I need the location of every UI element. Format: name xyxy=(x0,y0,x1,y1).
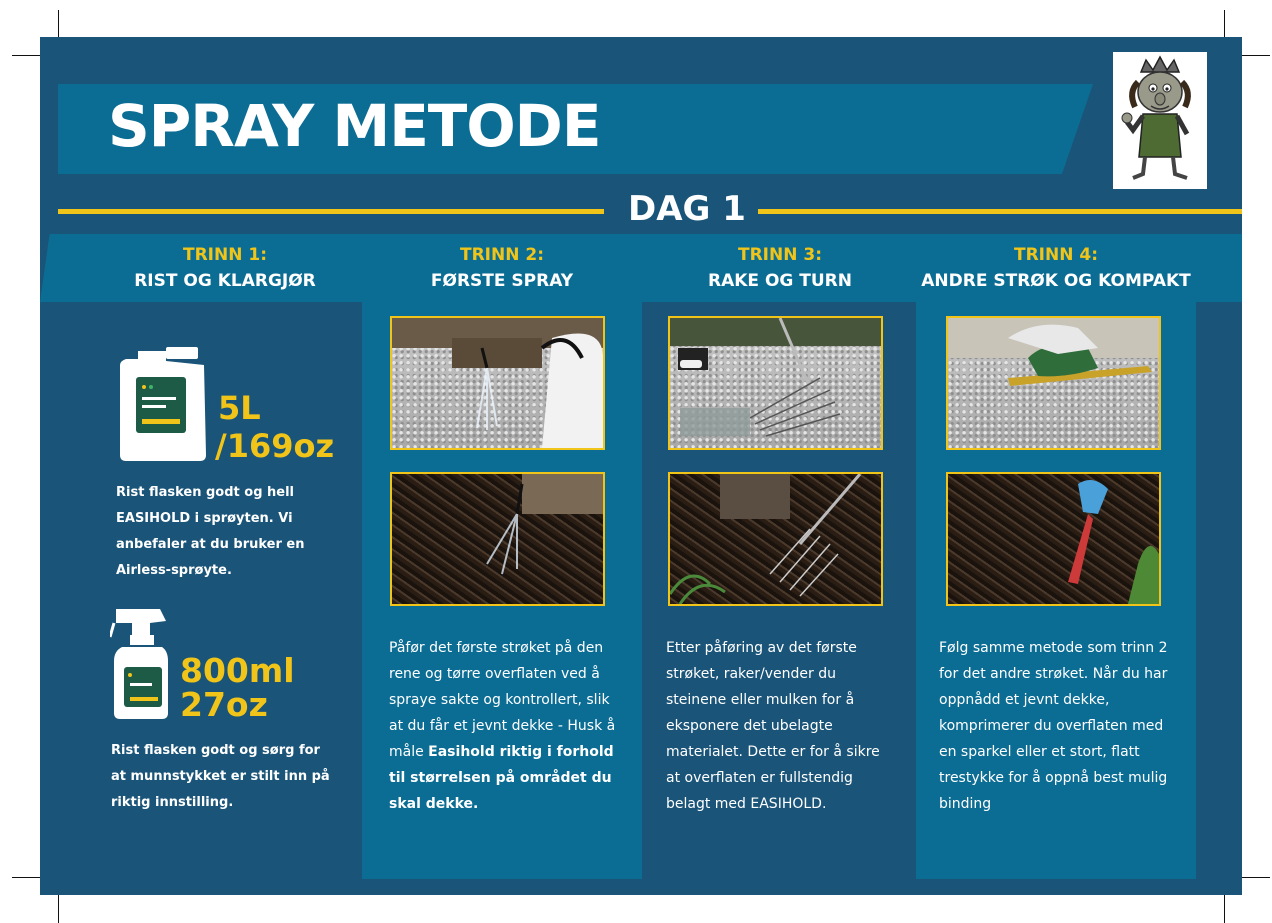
photo-compacting-mulch xyxy=(946,472,1161,606)
step-4-instructions: Følg samme metode som trinn 2 for det andre strøket. Når du har oppnådd et jevnt dekke, komprimerer du overflaten med en sparkel eller et stort, flatt trestykke for å oppnå best mulig binding xyxy=(939,640,1168,812)
step-title: RIST OG KLARGJØR xyxy=(134,271,316,291)
step-number: TRINN 4: xyxy=(1013,245,1098,265)
jug-instructions: Rist flasken godt og hell EASIHOLD i sprøyten. Vi anbefaler at du bruker en Airless-sprøyte. xyxy=(116,485,305,578)
step-4-heading xyxy=(916,245,1196,291)
crop-mark xyxy=(1238,55,1270,56)
step-title: RAKE OG TURN xyxy=(708,271,852,291)
step-number: TRINN 1: xyxy=(182,245,267,265)
photo-raking-gravel xyxy=(668,316,883,450)
step-2-instructions xyxy=(389,635,617,817)
step-number: TRINN 3: xyxy=(737,245,822,265)
crop-mark xyxy=(1238,877,1270,878)
jug-size-liters: 5L xyxy=(218,389,261,427)
page-title: SPRAY METODE xyxy=(108,92,601,160)
bottle-size-ml: 800ml xyxy=(180,651,295,690)
step-3-instructions: Etter påføring av det første strøket, raker/vender du steinene eller mulken for å eksponere det ubelagte materialet. Dette er for å sikre at overflaten er fullstendig belagt med EASIHOLD. xyxy=(666,640,880,812)
day-label: DAG 1 xyxy=(628,189,746,229)
flyer-sheet xyxy=(40,37,1242,895)
day-divider-right xyxy=(758,209,1242,214)
step-1-heading xyxy=(85,245,365,291)
step-3-heading xyxy=(640,245,920,291)
photo-spraying-mulch xyxy=(390,472,605,606)
photo-raking-mulch xyxy=(668,472,883,606)
bottle-instructions: Rist flasken godt og sørg for at munnstykket er stilt inn på riktig innstilling. xyxy=(111,743,330,810)
day-divider-left xyxy=(58,209,604,214)
jug-icon xyxy=(118,345,208,467)
step-2-text-normal: Påfør det første strøket på den rene og tørre overflaten ved å spraye sakte og kontrollert, slik at du får et jevnt dekke - Husk å måle xyxy=(389,640,616,760)
step-number: TRINN 2: xyxy=(459,245,544,265)
photo-spraying-gravel xyxy=(390,316,605,450)
step-2-text-bold: Easihold riktig i forhold til størrelsen på området du skal dekke. xyxy=(389,744,614,812)
jug-size-ounces: /169oz xyxy=(215,427,335,465)
photo-compacting-gravel xyxy=(946,316,1161,450)
step-title: ANDRE STRØK OG KOMPAKT xyxy=(921,271,1191,291)
bottle-size-ounces: 27oz xyxy=(180,685,268,724)
step-2-heading xyxy=(362,245,642,291)
spray-bottle-icon xyxy=(110,607,170,726)
step-title: FØRSTE SPRAY xyxy=(430,271,574,291)
troll-mascot-logo xyxy=(1113,52,1207,189)
